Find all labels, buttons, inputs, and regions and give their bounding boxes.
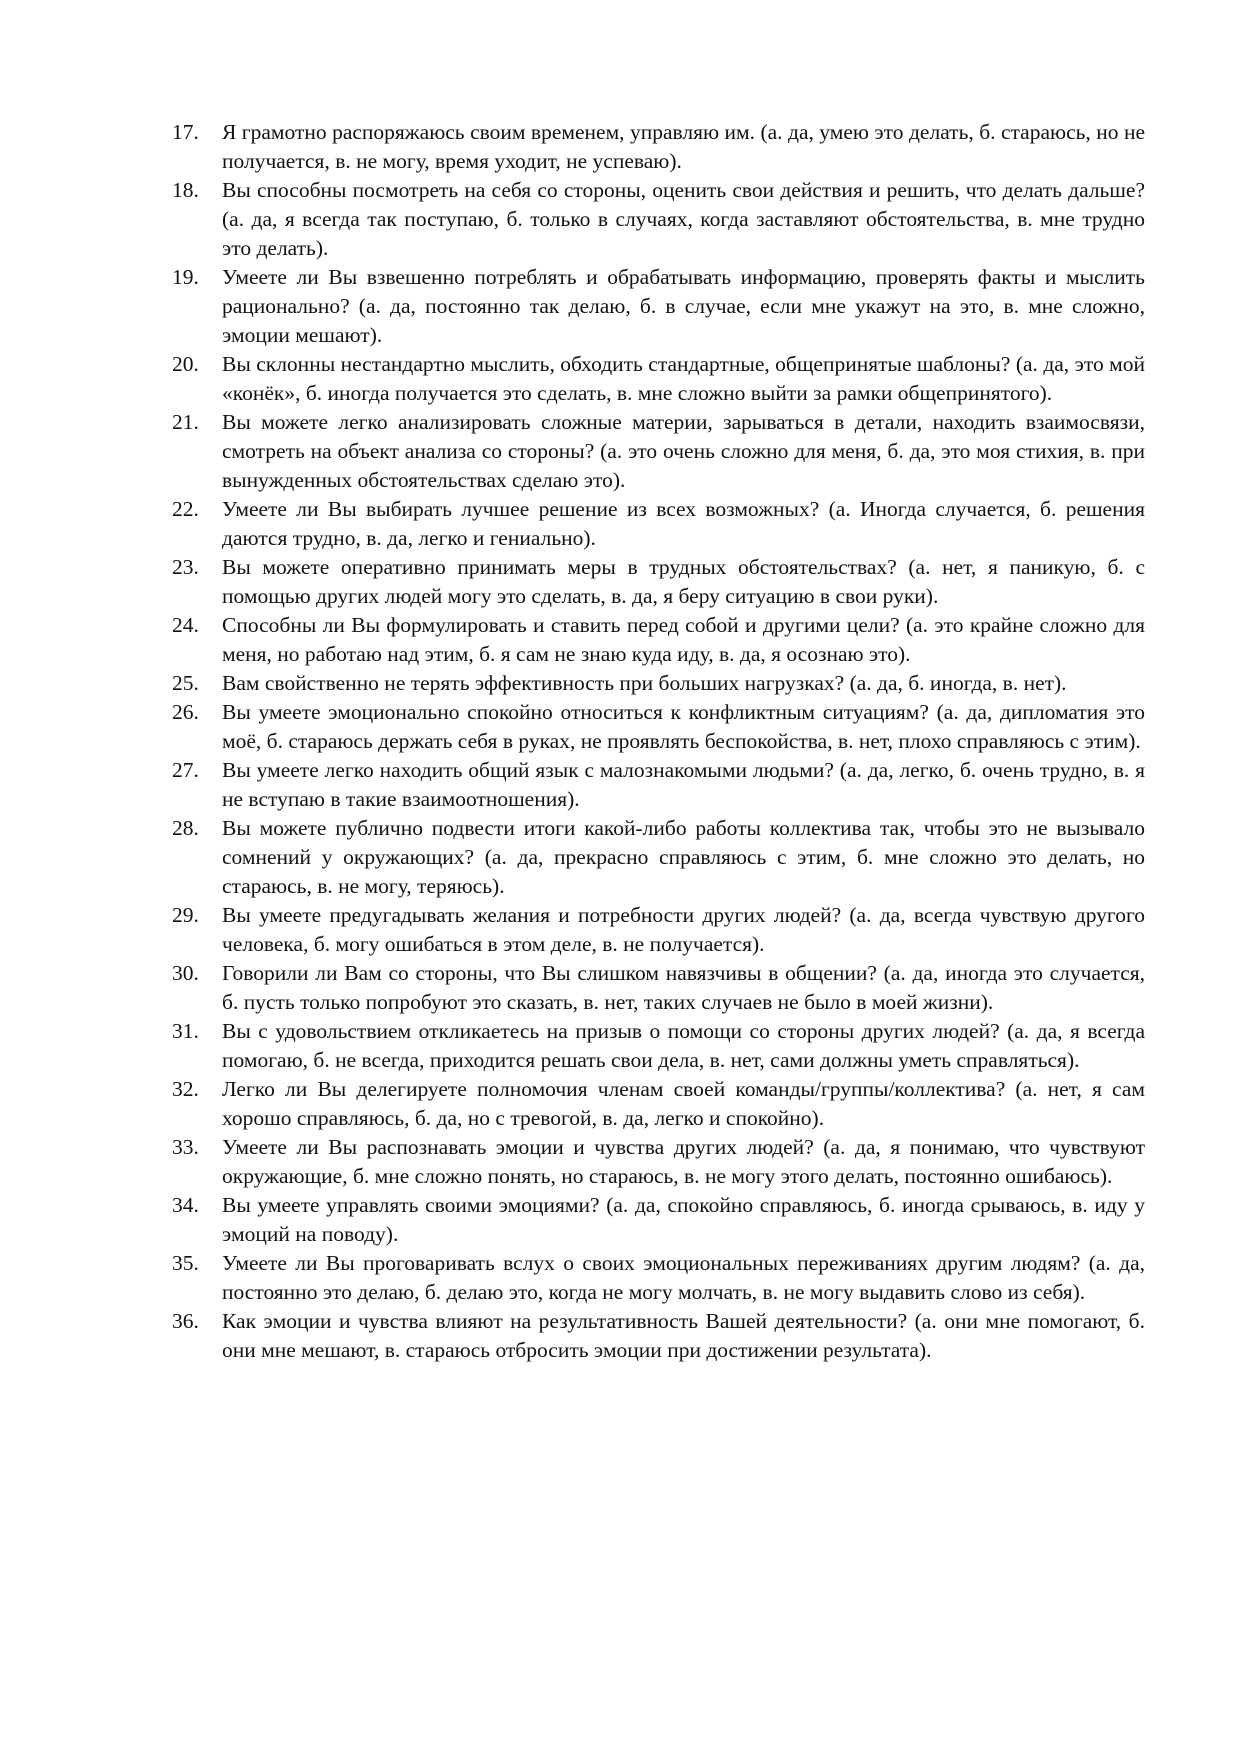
question-item — [172, 118, 1145, 176]
question-text: Вы можете публично подвести итоги какой-либо работы коллектива так, чтобы это не вызывало сомнений у окружающих? (а. да, прекрасно справляюсь с этим, б. мне сложно это делать, но стараюсь, в. не могу, теряюсь). — [222, 816, 1145, 898]
question-text: Умеете ли Вы распознавать эмоции и чувства других людей? (а. да, я понимаю, что чувствуют окружающие, б. мне сложно понять, но стараюсь, в. не могу этого делать, постоянно ошибаюсь). — [222, 1135, 1145, 1188]
question-number: 30. — [172, 961, 199, 985]
question-item — [172, 698, 1145, 756]
question-item — [172, 1075, 1145, 1133]
question-item — [172, 176, 1145, 263]
question-item — [172, 1017, 1145, 1075]
question-number: 32. — [172, 1077, 199, 1101]
question-number: 27. — [172, 758, 199, 782]
question-number: 17. — [172, 120, 199, 144]
question-item — [172, 1307, 1145, 1365]
question-item — [172, 959, 1145, 1017]
question-text: Вы с удовольствием откликаетесь на призыв о помощи со стороны других людей? (а. да, я всегда помогаю, б. не всегда, приходится решать свои дела, в. нет, сами должны уметь справляться). — [222, 1019, 1145, 1072]
question-number: 21. — [172, 410, 199, 434]
question-item — [172, 611, 1145, 669]
question-item — [172, 495, 1145, 553]
question-text: Вы способны посмотреть на себя со стороны, оценить свои действия и решить, что делать дальше? (а. да, я всегда так поступаю, б. только в случаях, когда заставляют обстоятельства, в. мне трудно это делать). — [222, 178, 1145, 260]
question-item — [172, 1249, 1145, 1307]
question-item — [172, 814, 1145, 901]
question-number: 34. — [172, 1193, 199, 1217]
question-number: 18. — [172, 178, 199, 202]
question-text: Вам свойственно не терять эффективность при больших нагрузках? (а. да, б. иногда, в. нет). — [222, 671, 1067, 695]
question-number: 26. — [172, 700, 199, 724]
question-item — [172, 553, 1145, 611]
question-text: Вы можете легко анализировать сложные материи, зарываться в детали, находить взаимосвязи, смотреть на объект анализа со стороны? (а. это очень сложно для меня, б. да, это моя стихия, в. при вынужденных обстоятельствах сделаю это). — [222, 410, 1145, 492]
question-text: Я грамотно распоряжаюсь своим временем, управляю им. (а. да, умею это делать, б. стараюсь, но не получается, в. не могу, время уходит, не успеваю). — [222, 120, 1145, 173]
question-number: 24. — [172, 613, 199, 637]
question-number: 20. — [172, 352, 199, 376]
question-text: Вы умеете легко находить общий язык с малознакомыми людьми? (а. да, легко, б. очень трудно, в. я не вступаю в такие взаимоотношения). — [222, 758, 1145, 811]
question-number: 29. — [172, 903, 199, 927]
question-item — [172, 1133, 1145, 1191]
question-list — [172, 118, 1145, 1365]
question-number: 31. — [172, 1019, 199, 1043]
question-text: Вы умеете предугадывать желания и потребности других людей? (а. да, всегда чувствую другого человека, б. могу ошибаться в этом деле, в. не получается). — [222, 903, 1145, 956]
question-text: Способны ли Вы формулировать и ставить перед собой и другими цели? (а. это крайне сложно для меня, но работаю над этим, б. я сам не знаю куда иду, в. да, я осознаю это). — [222, 613, 1145, 666]
question-item — [172, 350, 1145, 408]
question-item — [172, 756, 1145, 814]
question-text: Говорили ли Вам со стороны, что Вы слишком навязчивы в общении? (а. да, иногда это случается, б. пусть только попробуют это сказать, в. нет, таких случаев не было в моей жизни). — [222, 961, 1145, 1014]
question-number: 28. — [172, 816, 199, 840]
question-item — [172, 263, 1145, 350]
question-number: 19. — [172, 265, 199, 289]
question-number: 33. — [172, 1135, 199, 1159]
question-text: Вы умеете управлять своими эмоциями? (а. да, спокойно справляюсь, б. иногда срываюсь, в. иду у эмоций на поводу). — [222, 1193, 1145, 1246]
question-number: 36. — [172, 1309, 199, 1333]
question-text: Как эмоции и чувства влияют на результативность Вашей деятельности? (а. они мне помогают, б. они мне мешают, в. стараюсь отбросить эмоции при достижении результата). — [222, 1309, 1145, 1362]
question-item — [172, 1191, 1145, 1249]
question-item — [172, 408, 1145, 495]
question-text: Умеете ли Вы выбирать лучшее решение из всех возможных? (а. Иногда случается, б. решения даются трудно, в. да, легко и гениально). — [222, 497, 1145, 550]
question-item — [172, 901, 1145, 959]
question-text: Умеете ли Вы проговаривать вслух о своих эмоциональных переживаниях другим людям? (а. да, постоянно это делаю, б. делаю это, когда не могу молчать, в. не могу выдавить слово из себя). — [222, 1251, 1145, 1304]
question-text: Умеете ли Вы взвешенно потреблять и обрабатывать информацию, проверять факты и мыслить рационально? (а. да, постоянно так делаю, б. в случае, если мне укажут на это, в. мне сложно, эмоции мешают). — [222, 265, 1145, 347]
question-text: Легко ли Вы делегируете полномочия членам своей команды/группы/коллектива? (а. нет, я сам хорошо справляюсь, б. да, но с тревогой, в. да, легко и спокойно). — [222, 1077, 1145, 1130]
question-text: Вы можете оперативно принимать меры в трудных обстоятельствах? (а. нет, я паникую, б. с помощью других людей могу это сделать, в. да, я беру ситуацию в свои руки). — [222, 555, 1145, 608]
question-item — [172, 669, 1145, 698]
question-text: Вы склонны нестандартно мыслить, обходить стандартные, общепринятые шаблоны? (а. да, это мой «конёк», б. иногда получается это сделать, в. мне сложно выйти за рамки общепринятого). — [222, 352, 1145, 405]
question-number: 23. — [172, 555, 199, 579]
question-text: Вы умеете эмоционально спокойно относиться к конфликтным ситуациям? (а. да, дипломатия это моё, б. стараюсь держать себя в руках, не проявлять беспокойства, в. нет, плохо справляюсь с этим). — [222, 700, 1145, 753]
question-number: 35. — [172, 1251, 199, 1275]
question-number: 22. — [172, 497, 199, 521]
question-number: 25. — [172, 671, 199, 695]
